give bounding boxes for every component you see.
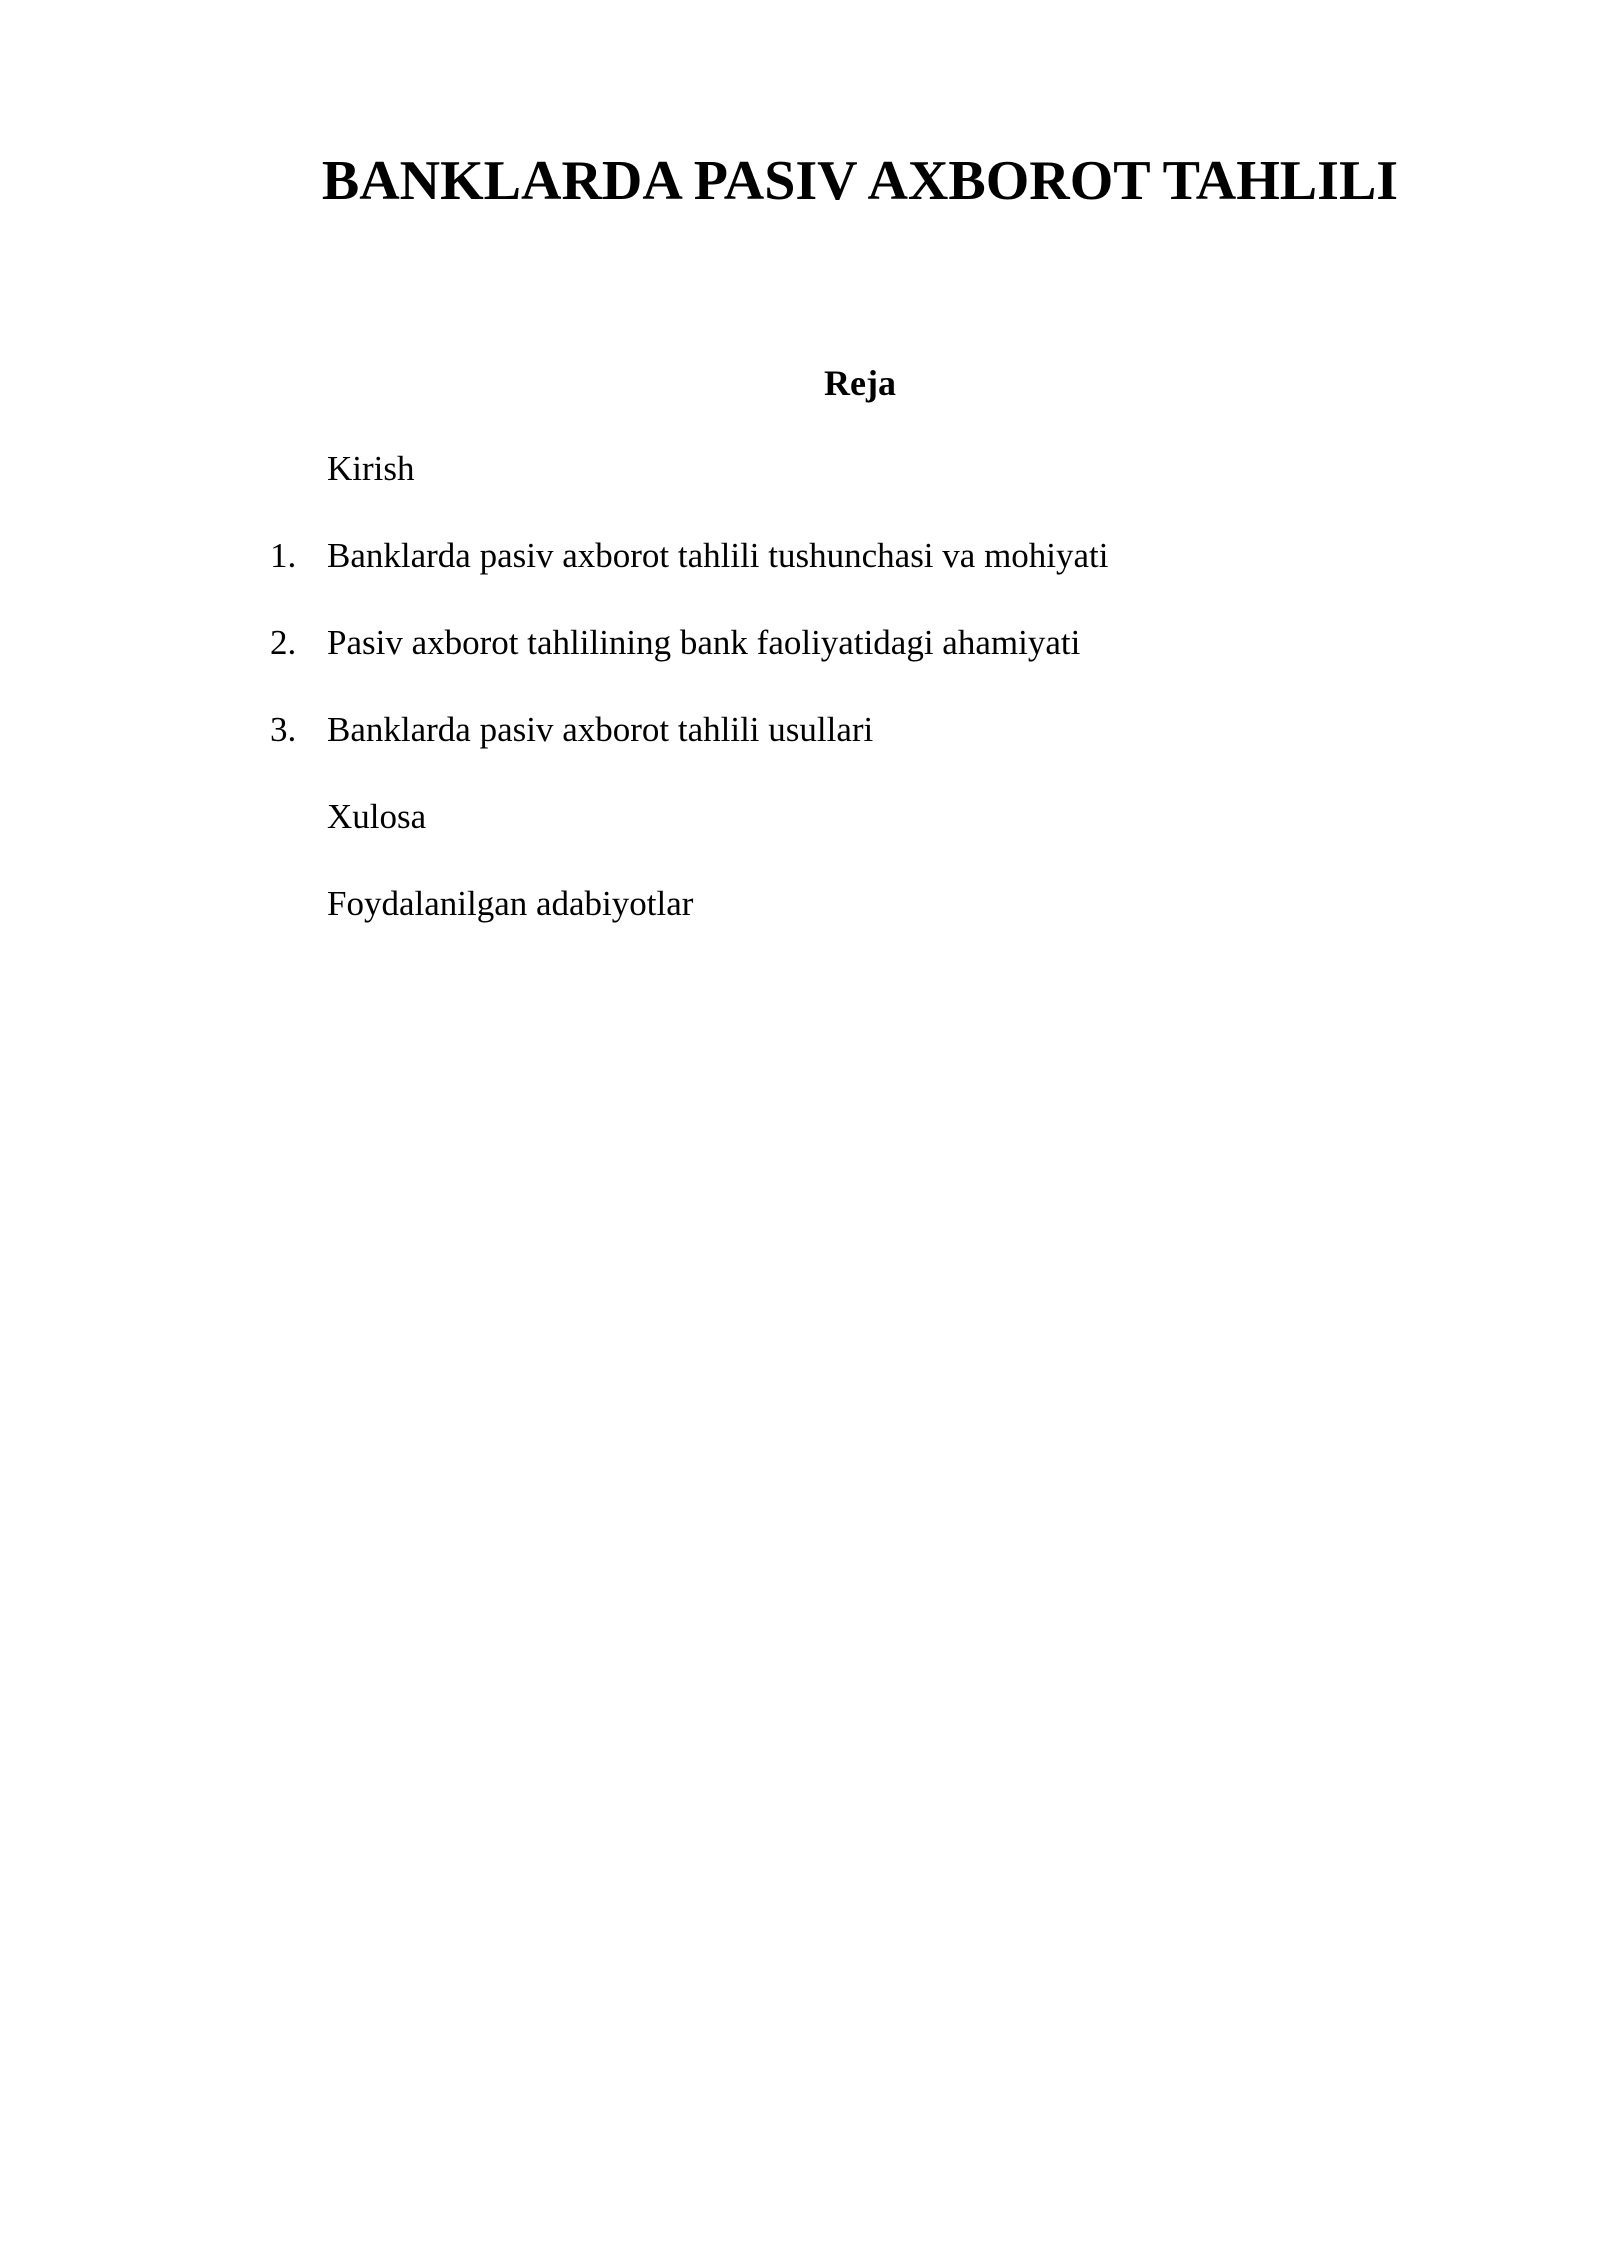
outline-item-text: Foydalanilgan adabiyotlar — [327, 884, 694, 923]
outline-item-number: 2. — [270, 623, 297, 662]
plan-heading: Reja — [824, 363, 896, 403]
outline-item-number: 1. — [270, 536, 297, 575]
outline-item-text: Banklarda pasiv axborot tahlili usullari — [327, 710, 874, 749]
outline-item-text: Pasiv axborot tahlilining bank faoliyatidagi ahamiyati — [327, 623, 1081, 662]
outline-item-text: Xulosa — [327, 797, 427, 836]
outline-item-text: Kirish — [327, 449, 415, 488]
document-title: BANKLARDA PASIV AXBOROT TAHLILI — [321, 150, 1399, 212]
outline-item-text: Banklarda pasiv axborot tahlili tushunchasi va mohiyati — [327, 536, 1109, 575]
outline-item-number: 3. — [270, 710, 297, 749]
